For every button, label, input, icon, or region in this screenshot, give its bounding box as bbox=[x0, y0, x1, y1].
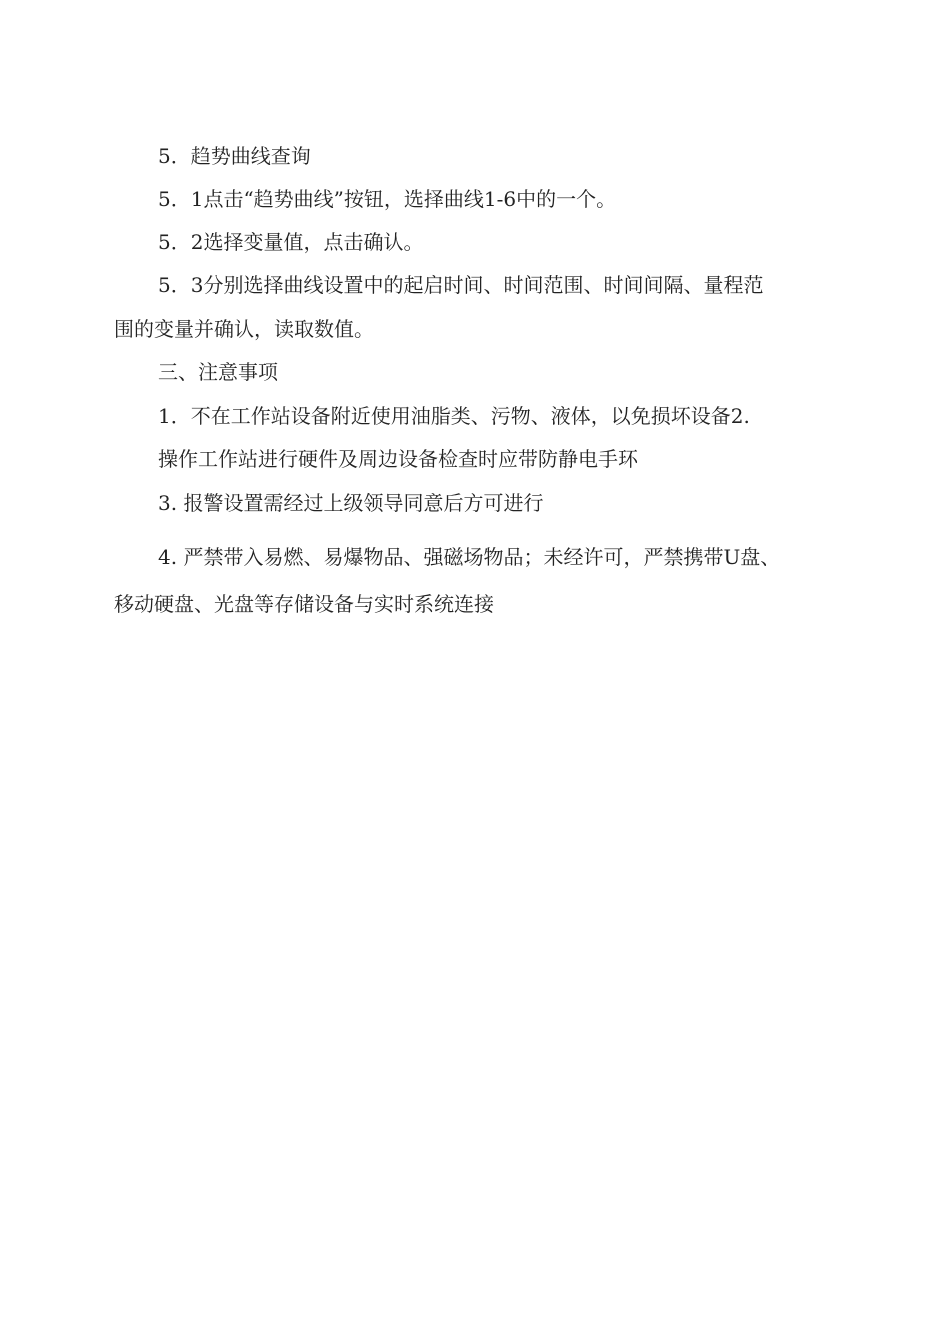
section-5-heading: 5．趋势曲线查询 bbox=[158, 144, 311, 168]
section-3-heading: 三、注意事项 bbox=[158, 360, 278, 384]
step-5-3-continuation: 围的变量并确认，读取数值。 bbox=[114, 317, 374, 341]
note-1-text: 1．不在工作站设备附近使用油脂类、污物、液体，以免损坏设备2. bbox=[158, 404, 750, 428]
step-5-3-text: 5．3分别选择曲线设置中的起启时间、时间范围、时间间隔、量程范 bbox=[158, 273, 764, 297]
step-5-2-text: 5．2选择变量值，点击确认。 bbox=[158, 230, 424, 254]
note-4-continuation: 移动硬盘、光盘等存储设备与实时系统连接 bbox=[114, 592, 494, 616]
step-5-1-text: 5．1点击“趋势曲线”按钮，选择曲线1-6中的一个。 bbox=[158, 187, 617, 211]
note-4-text: 4. 严禁带入易燃、易爆物品、强磁场物品；未经许可，严禁携带U盘、 bbox=[158, 545, 781, 569]
note-3-text: 3. 报警设置需经过上级领导同意后方可进行 bbox=[158, 491, 544, 515]
note-2-text: 操作工作站进行硬件及周边设备检查时应带防静电手环 bbox=[158, 447, 638, 471]
